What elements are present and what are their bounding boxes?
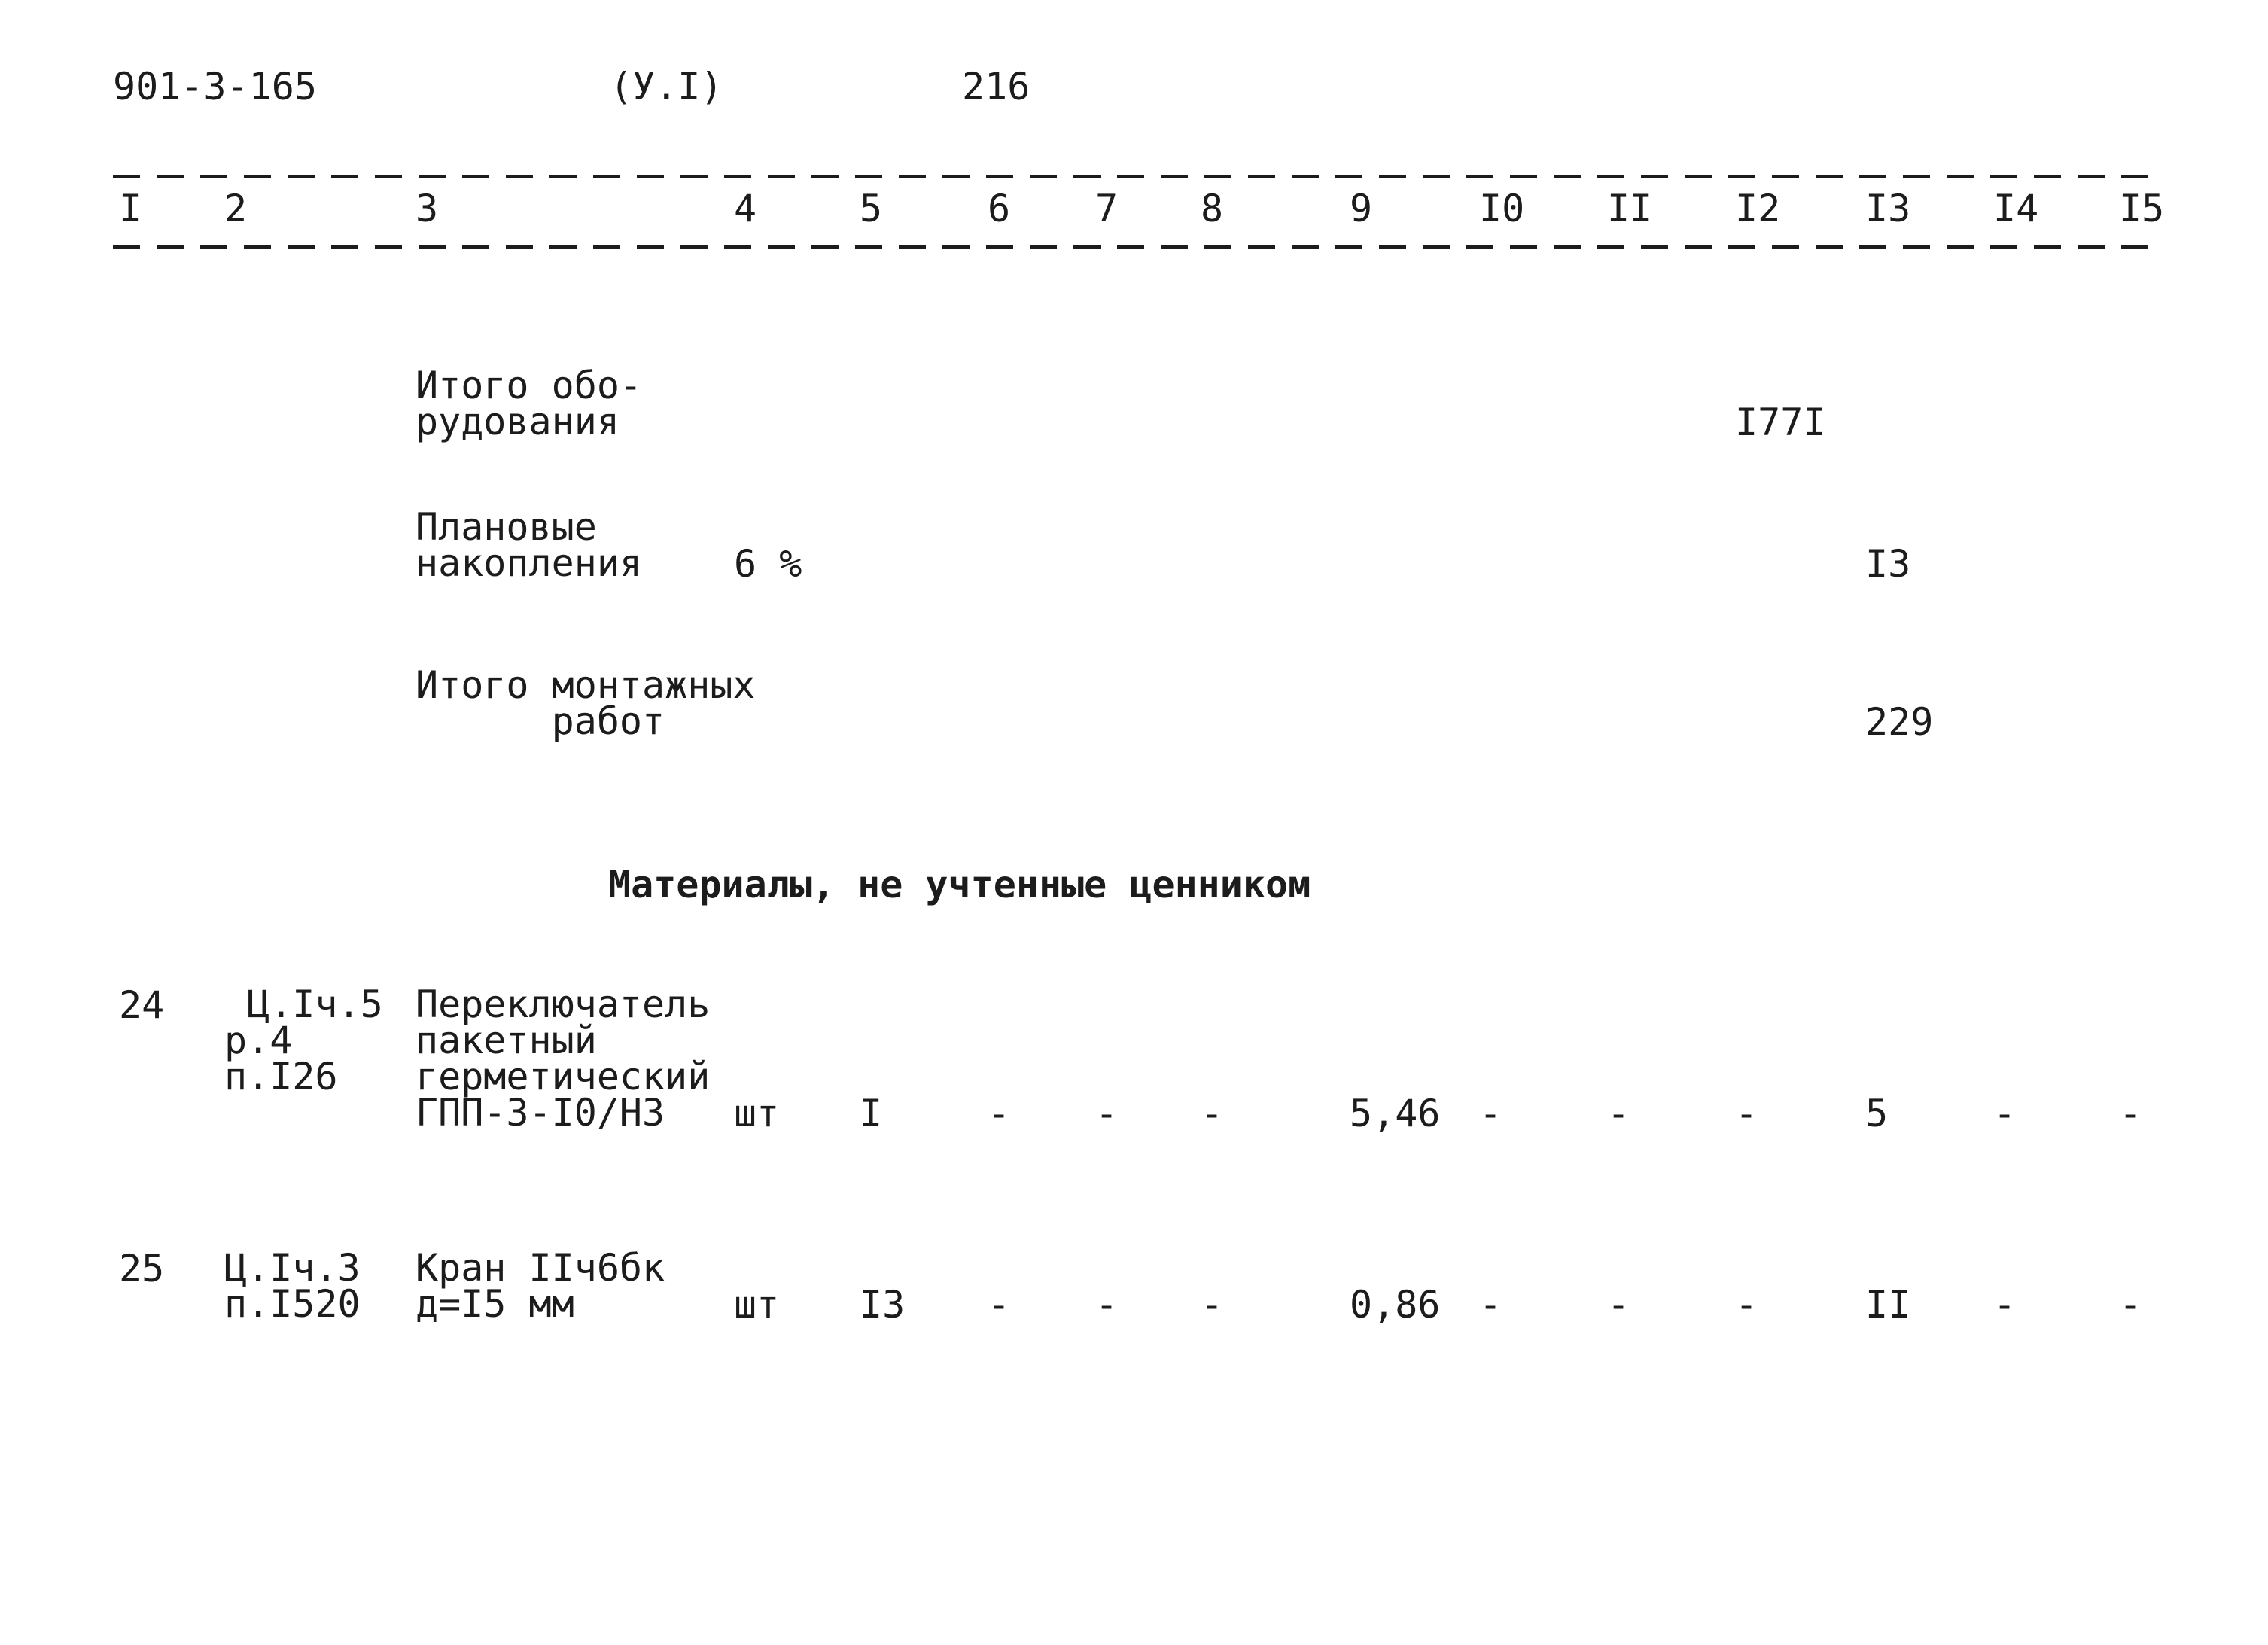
row-reference: Ц.Iч.3 п.I520 (224, 1246, 361, 1326)
row-col10: - (1479, 1283, 1502, 1327)
column-number: I4 (1993, 187, 2039, 230)
row-price: 0,86 (1350, 1283, 1441, 1327)
column-number: 6 (988, 187, 1011, 230)
column-number: 5 (860, 187, 883, 230)
row-col8: - (1201, 1092, 1224, 1135)
column-number: I0 (1479, 187, 1525, 230)
summary-col4: 6 % (734, 542, 802, 586)
section-title: Материалы, не учтенные ценником (608, 863, 1311, 906)
row-number: 24 (119, 983, 165, 1027)
column-number: II (1607, 187, 1653, 230)
row-price: 5,46 (1350, 1092, 1441, 1135)
page-number: 216 (962, 65, 1030, 108)
row-col7: - (1095, 1092, 1119, 1135)
row-col7: - (1095, 1283, 1119, 1327)
column-number: I (119, 187, 142, 230)
summary-label: Итого монтажных работ (416, 663, 756, 743)
header-bottom-rule (113, 245, 2160, 249)
column-number: 8 (1201, 187, 1224, 230)
column-number: 2 (224, 187, 248, 230)
row-col14: - (1993, 1092, 2017, 1135)
row-name: Кран IIч6бк д=I5 мм (416, 1246, 665, 1326)
row-col10: - (1479, 1092, 1502, 1135)
row-col15: - (2119, 1283, 2142, 1327)
row-col8: - (1201, 1283, 1224, 1327)
column-number: 3 (416, 187, 439, 230)
column-number: 9 (1350, 187, 1373, 230)
summary-col13: I3 (1865, 542, 1911, 586)
summary-label: Итого обо- рудования (416, 364, 643, 443)
summary-col13: 229 (1865, 700, 1934, 744)
document-code: 901-3-165 (113, 65, 317, 108)
row-name: Переключатель пакетный герметический ГПП-3-I0/Н3 (416, 982, 711, 1135)
row-col6: - (988, 1092, 1011, 1135)
column-number: 4 (734, 187, 757, 230)
volume-label: (У.I) (610, 65, 723, 108)
column-number: I2 (1735, 187, 1781, 230)
row-total: II (1865, 1283, 1911, 1327)
row-col12: - (1735, 1283, 1758, 1327)
row-col12: - (1735, 1092, 1758, 1135)
row-col11: - (1607, 1283, 1630, 1327)
row-col11: - (1607, 1092, 1630, 1135)
summary-col12: I77I (1735, 401, 1826, 444)
column-number: 7 (1095, 187, 1119, 230)
row-reference: Ц.Iч.5 p.4 п.I26 (224, 982, 383, 1098)
row-qty: I3 (860, 1283, 906, 1327)
summary-label: Плановые накопления (416, 505, 643, 585)
row-col14: - (1993, 1283, 2017, 1327)
row-unit: шт (734, 1092, 780, 1135)
row-unit: шт (734, 1283, 780, 1327)
row-number: 25 (119, 1247, 165, 1290)
header-top-rule (113, 175, 2160, 178)
column-number: I5 (2119, 187, 2165, 230)
column-number: I3 (1865, 187, 1911, 230)
row-col6: - (988, 1283, 1011, 1327)
row-col15: - (2119, 1092, 2142, 1135)
row-total: 5 (1865, 1092, 1889, 1135)
row-qty: I (860, 1092, 883, 1135)
